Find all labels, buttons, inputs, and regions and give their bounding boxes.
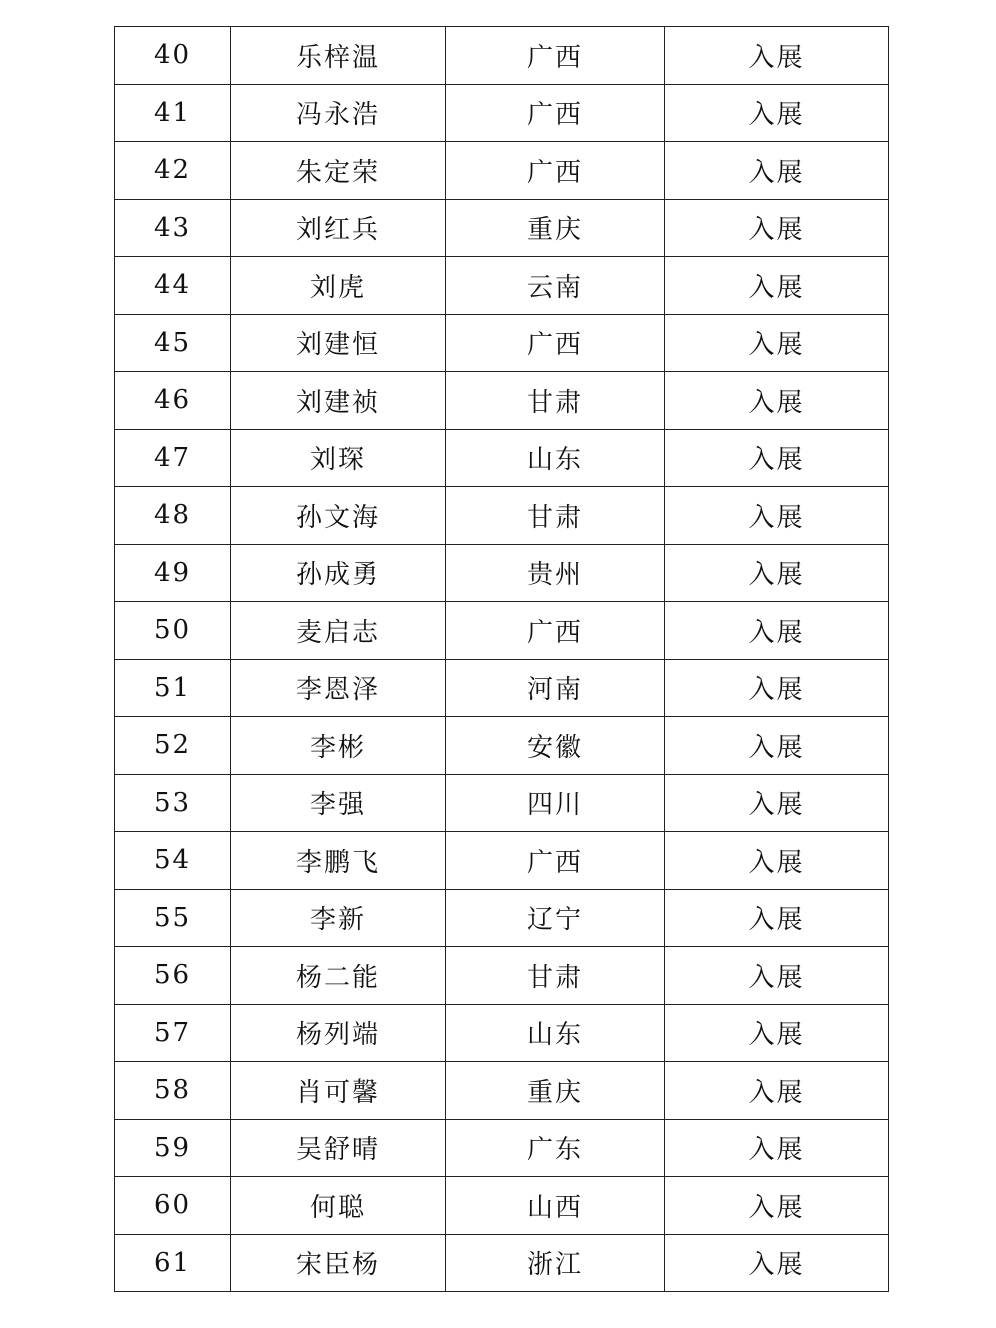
province-cell: 重庆 — [446, 199, 665, 257]
result-cell: 入展 — [665, 372, 889, 430]
row-number-cell: 51 — [115, 659, 231, 717]
result-cell: 入展 — [665, 1234, 889, 1292]
result-cell: 入展 — [665, 1062, 889, 1120]
row-number-cell: 47 — [115, 429, 231, 487]
participant-table — [114, 26, 889, 1292]
table-row — [115, 84, 889, 142]
row-number-cell: 42 — [115, 142, 231, 200]
result-cell: 入展 — [665, 142, 889, 200]
result-cell: 入展 — [665, 1119, 889, 1177]
row-number-cell: 50 — [115, 602, 231, 660]
table-row — [115, 27, 889, 85]
province-cell: 广西 — [446, 84, 665, 142]
table-row — [115, 1004, 889, 1062]
row-number-cell: 56 — [115, 947, 231, 1005]
name-cell: 孙成勇 — [231, 544, 446, 602]
name-cell: 刘建恒 — [231, 314, 446, 372]
name-cell: 孙文海 — [231, 487, 446, 545]
row-number-cell: 41 — [115, 84, 231, 142]
result-cell: 入展 — [665, 602, 889, 660]
name-cell: 乐梓温 — [231, 27, 446, 85]
row-number-cell: 57 — [115, 1004, 231, 1062]
name-cell: 刘建祯 — [231, 372, 446, 430]
row-number-cell: 48 — [115, 487, 231, 545]
row-number-cell: 60 — [115, 1177, 231, 1235]
result-cell: 入展 — [665, 487, 889, 545]
row-number-cell: 58 — [115, 1062, 231, 1120]
name-cell: 朱定荣 — [231, 142, 446, 200]
row-number-cell: 43 — [115, 199, 231, 257]
name-cell: 刘红兵 — [231, 199, 446, 257]
name-cell: 李彬 — [231, 717, 446, 775]
table-row — [115, 602, 889, 660]
result-cell: 入展 — [665, 257, 889, 315]
name-cell: 吴舒晴 — [231, 1119, 446, 1177]
province-cell: 四川 — [446, 774, 665, 832]
table-row — [115, 372, 889, 430]
province-cell: 山东 — [446, 429, 665, 487]
table-row — [115, 257, 889, 315]
result-cell: 入展 — [665, 947, 889, 1005]
table-row — [115, 774, 889, 832]
table-row — [115, 199, 889, 257]
table-row — [115, 1119, 889, 1177]
name-cell: 李恩泽 — [231, 659, 446, 717]
table-row — [115, 659, 889, 717]
table-row — [115, 544, 889, 602]
name-cell: 何聪 — [231, 1177, 446, 1235]
row-number-cell: 49 — [115, 544, 231, 602]
table-row — [115, 889, 889, 947]
name-cell: 麦启志 — [231, 602, 446, 660]
province-cell: 甘肃 — [446, 947, 665, 1005]
table-row — [115, 1234, 889, 1292]
row-number-cell: 53 — [115, 774, 231, 832]
result-cell: 入展 — [665, 429, 889, 487]
row-number-cell: 40 — [115, 27, 231, 85]
province-cell: 甘肃 — [446, 487, 665, 545]
result-cell: 入展 — [665, 314, 889, 372]
table-row — [115, 487, 889, 545]
result-cell: 入展 — [665, 1004, 889, 1062]
province-cell: 浙江 — [446, 1234, 665, 1292]
province-cell: 贵州 — [446, 544, 665, 602]
province-cell: 山东 — [446, 1004, 665, 1062]
result-cell: 入展 — [665, 774, 889, 832]
name-cell: 李新 — [231, 889, 446, 947]
result-cell: 入展 — [665, 889, 889, 947]
name-cell: 冯永浩 — [231, 84, 446, 142]
table-row — [115, 947, 889, 1005]
row-number-cell: 61 — [115, 1234, 231, 1292]
province-cell: 辽宁 — [446, 889, 665, 947]
province-cell: 广西 — [446, 27, 665, 85]
result-cell: 入展 — [665, 544, 889, 602]
result-cell: 入展 — [665, 659, 889, 717]
result-cell: 入展 — [665, 832, 889, 890]
province-cell: 广西 — [446, 832, 665, 890]
name-cell: 杨二能 — [231, 947, 446, 1005]
result-cell: 入展 — [665, 1177, 889, 1235]
table-row — [115, 1062, 889, 1120]
name-cell: 刘虎 — [231, 257, 446, 315]
result-cell: 入展 — [665, 27, 889, 85]
province-cell: 甘肃 — [446, 372, 665, 430]
table-row — [115, 1177, 889, 1235]
province-cell: 安徽 — [446, 717, 665, 775]
name-cell: 李鹏飞 — [231, 832, 446, 890]
row-number-cell: 44 — [115, 257, 231, 315]
province-cell: 河南 — [446, 659, 665, 717]
table-row — [115, 717, 889, 775]
province-cell: 广西 — [446, 602, 665, 660]
table-row — [115, 142, 889, 200]
name-cell: 肖可馨 — [231, 1062, 446, 1120]
province-cell: 云南 — [446, 257, 665, 315]
table-row — [115, 314, 889, 372]
name-cell: 李强 — [231, 774, 446, 832]
row-number-cell: 45 — [115, 314, 231, 372]
province-cell: 广东 — [446, 1119, 665, 1177]
province-cell: 山西 — [446, 1177, 665, 1235]
province-cell: 广西 — [446, 142, 665, 200]
result-cell: 入展 — [665, 717, 889, 775]
result-cell: 入展 — [665, 199, 889, 257]
table-body — [115, 27, 889, 1292]
province-cell: 广西 — [446, 314, 665, 372]
name-cell: 宋臣杨 — [231, 1234, 446, 1292]
result-cell: 入展 — [665, 84, 889, 142]
name-cell: 杨列端 — [231, 1004, 446, 1062]
row-number-cell: 46 — [115, 372, 231, 430]
province-cell: 重庆 — [446, 1062, 665, 1120]
row-number-cell: 54 — [115, 832, 231, 890]
table-row — [115, 832, 889, 890]
row-number-cell: 59 — [115, 1119, 231, 1177]
table-row — [115, 429, 889, 487]
row-number-cell: 55 — [115, 889, 231, 947]
name-cell: 刘琛 — [231, 429, 446, 487]
document-page — [114, 26, 888, 1292]
row-number-cell: 52 — [115, 717, 231, 775]
